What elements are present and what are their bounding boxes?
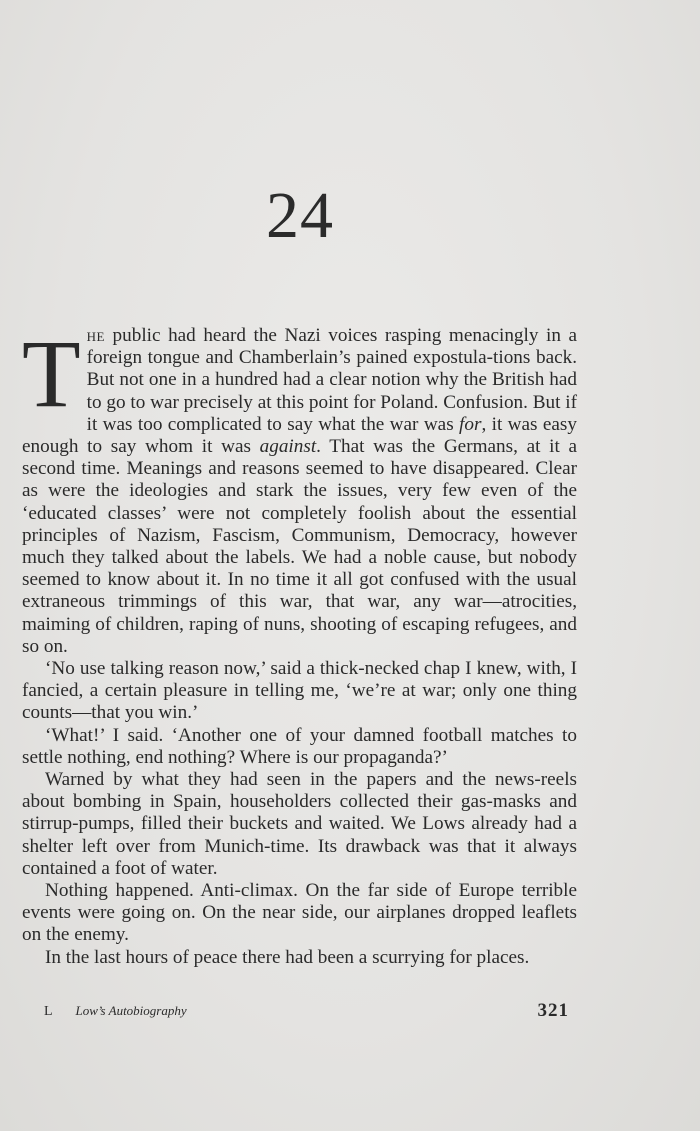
paragraph-1 <box>22 320 577 658</box>
paragraph-6: In the last hours of peace there had been a scurrying for places. <box>45 946 530 968</box>
paragraph-1-part-3: . That was the Germans, at it a second time. Meanings and reasons seemed to have disappeared. Clear as were the ideologies and stark the issues, very few even of the ‘educated classes’ were not completely foolish about the essential principles of Nazism, Fascism, Communism, Democracy, however much they talked about the labels. We had a noble cause, but nobody seemed to know about it. In no time it all got confused with the usual extraneous trimmings of this war, that war, any war—atrocities, maiming of children, raping of nuns, shooting of escaping refugees, and so on. <box>22 436 577 657</box>
small-caps-lead: he <box>86 325 105 346</box>
emphasis-for: for <box>459 413 482 435</box>
book-title: Low’s Autobiography <box>75 1003 187 1018</box>
paragraph-4: Warned by what they had seen in the papers and the news-reels about bombing in Spain, householders collected their gas-masks and stirrup-pumps, filled their buckets and waited. We Lows already had a shelter left over from Munich-time. Its drawback was that it always contained a foot of water. <box>22 769 577 879</box>
paragraph-1-part-1: public had heard the Nazi voices rasping menacingly in a foreign tongue and Chamberlain’s pained expostula-tions back. But not one in a hundred had a clear notion why the British had to go to war precisely at this point for Poland. Confusion. But if it was too complicated to say what the war was <box>86 325 577 435</box>
paragraph-2: ‘No use talking reason now,’ said a thick-necked chap I knew, with, I fancied, a certain pleasure in telling me, ‘we’re at war; only one thing counts—that you win.’ <box>22 658 577 724</box>
paragraph-3: ‘What!’ I said. ‘Another one of your damned football matches to settle nothing, end nothing? Where is our propaganda?’ <box>22 724 577 768</box>
emphasis-against: against <box>259 436 317 458</box>
drop-cap: T <box>22 320 81 427</box>
paragraph-5: Nothing happened. Anti-climax. On the far side of Europe terrible events were going on. On the near side, our airplanes dropped leaflets on the enemy. <box>22 880 577 946</box>
signature-mark: L <box>44 1004 53 1019</box>
page-footer <box>44 1000 569 1021</box>
chapter-number: 24 <box>266 179 334 252</box>
page-number: 321 <box>537 1000 569 1021</box>
chapter-body <box>22 320 577 969</box>
paragraph-1-part-2: , it was easy enough to say whom it was <box>22 413 577 458</box>
